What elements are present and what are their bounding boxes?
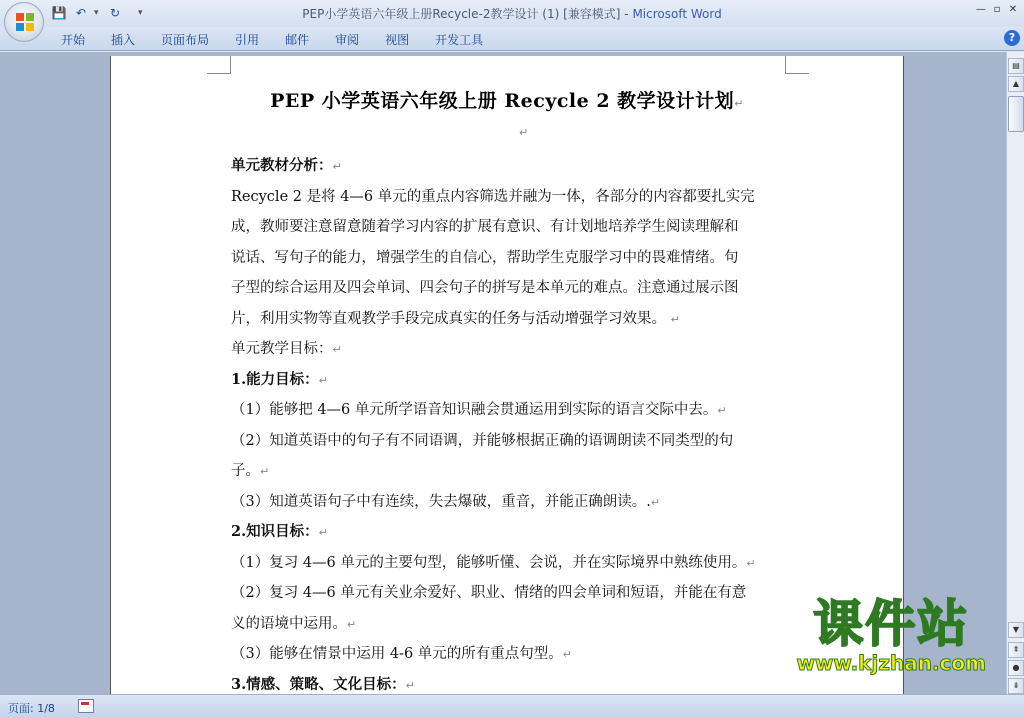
ribbon-tab-bar: [0, 27, 1024, 51]
undo-icon[interactable]: ↶: [75, 6, 87, 20]
document-line-text: 说话、写句子的能力，增强学生的自信心，帮助学生克服学习中的畏难情绪。句: [231, 249, 739, 266]
document-line: [231, 182, 791, 213]
document-line: [231, 243, 791, 274]
document-title-text: PEP 小学英语六年级上册 Recycle 2 教学设计计划: [270, 90, 735, 112]
paragraph-mark: ↵: [746, 556, 756, 570]
restore-icon[interactable]: ▫: [993, 3, 1001, 15]
document-line-text: （1）能够把 4—6 单元所学语音知识融会贯通运用到实际的语言交际中去。: [231, 402, 718, 418]
title-separator: -: [620, 7, 633, 21]
title-bar: [0, 0, 1024, 27]
document-line-text: 单元教材分析：: [231, 157, 333, 174]
paragraph-mark: ↵: [519, 126, 529, 139]
watermark-main: 课件站: [813, 595, 970, 653]
document-line-text: 子。: [231, 463, 260, 479]
document-line: [231, 334, 791, 365]
paragraph-mark: ↵: [318, 526, 328, 539]
document-body[interactable]: [231, 151, 791, 694]
undo-dropdown-icon[interactable]: ▾: [94, 8, 99, 18]
document-line-text: （3）能够在情景中运用 4-6 单元的所有重点句型。: [231, 646, 563, 662]
save-icon[interactable]: 💾: [51, 6, 67, 20]
document-line: [231, 304, 791, 335]
document-line-text: （2）知道英语中的句子有不同语调，并能够根据正确的语调朗读不同类型的句: [231, 432, 734, 449]
ruler-toggle-icon[interactable]: ▤: [1008, 58, 1024, 74]
tab-developer[interactable]: 开发工具: [435, 33, 484, 47]
crop-mark-right: [785, 56, 809, 74]
proofing-status-icon[interactable]: [78, 699, 94, 713]
document-line-text: 2.知识目标：: [231, 523, 319, 540]
tab-references[interactable]: 引用: [235, 33, 260, 47]
paragraph-mark: ↵: [332, 343, 342, 356]
paragraph-mark: ↵: [260, 465, 270, 478]
document-area[interactable]: [0, 52, 1006, 694]
tab-insert[interactable]: 插入: [111, 33, 136, 47]
document-line: [231, 212, 791, 243]
select-browse-object-icon[interactable]: ●: [1008, 660, 1024, 676]
status-bar: [0, 694, 1024, 718]
previous-page-icon[interactable]: ⇞: [1008, 642, 1024, 658]
document-line: [231, 548, 791, 579]
document-line: [231, 395, 791, 426]
document-line: [231, 578, 791, 609]
tab-view[interactable]: 视图: [385, 33, 410, 47]
document-line: [231, 456, 791, 487]
document-line-text: Recycle 2 是将 4—6 单元的重点内容筛选并融为一体，各部分的内容都要扎实完: [231, 188, 755, 205]
document-line-text: （1）复习 4—6 单元的主要句型，能够听懂、会说，并在实际境界中熟练使用。: [231, 554, 747, 571]
crop-mark-left: [207, 56, 231, 74]
app-name: Microsoft Word: [632, 7, 722, 21]
document-line: [231, 151, 791, 182]
document-line-text: 义的语境中运用。: [231, 615, 347, 632]
office-logo-icon: [15, 12, 35, 32]
document-line: [231, 426, 791, 457]
redo-icon[interactable]: ↻: [109, 6, 121, 20]
scroll-thumb[interactable]: [1008, 96, 1024, 132]
tab-review[interactable]: 审阅: [335, 33, 360, 47]
document-page[interactable]: [110, 56, 904, 694]
document-line-text: （3）知道英语句子中有连续，失去爆破，重音，并能正确朗读。.: [231, 493, 651, 510]
document-name: PEP小学英语六年级上册Recycle-2教学设计 (1) [兼容模式]: [302, 7, 621, 21]
document-line: [231, 365, 791, 396]
paragraph-mark: ↵: [670, 312, 680, 326]
tab-mailings[interactable]: 邮件: [285, 33, 310, 47]
paragraph-mark: ↵: [332, 160, 342, 173]
minimize-icon[interactable]: —: [976, 3, 986, 15]
document-line-text: 3.情感、策略、文化目标：: [231, 675, 406, 693]
office-button[interactable]: [4, 2, 44, 42]
paragraph-mark: ↵: [734, 97, 744, 110]
document-line-text: 子型的综合运用及四会单词、四会句子的拼写是本单元的难点。注意通过展示图: [231, 280, 739, 296]
document-line-text: 成，教师要注意留意随着学习内容的扩展有意识、有计划地培养学生阅读理解和: [231, 219, 739, 235]
tab-home[interactable]: 开始: [61, 33, 86, 47]
help-icon[interactable]: ?: [1004, 30, 1020, 46]
paragraph-mark: ↵: [347, 617, 357, 631]
document-line: [231, 670, 791, 695]
document-line-text: （2）复习 4—6 单元有关业余爱好、职业、情绪的四会单词和短语，并能在有意: [231, 585, 747, 601]
window-controls: [974, 2, 1020, 16]
document-line: [231, 609, 791, 640]
document-line: [231, 639, 791, 670]
paragraph-mark: ↵: [318, 373, 328, 387]
page-indicator[interactable]: 页面: 1/8: [8, 702, 55, 715]
paragraph-mark: ↵: [562, 648, 573, 661]
ribbon-tabs: [48, 31, 496, 49]
scroll-up-icon[interactable]: ▲: [1008, 76, 1024, 92]
next-page-icon[interactable]: ⇟: [1008, 678, 1024, 694]
paragraph-mark: ↵: [717, 404, 727, 417]
scroll-down-icon[interactable]: ▼: [1008, 622, 1024, 638]
paragraph-mark: ↵: [405, 678, 415, 692]
document-line-text: 片，利用实物等直观教学手段完成真实的任务与活动增强学习效果。: [231, 310, 671, 327]
document-line: [231, 517, 791, 548]
customize-qat-icon[interactable]: ▾: [138, 8, 143, 18]
close-icon[interactable]: ✕: [1008, 3, 1018, 15]
document-line-text: 1.能力目标：: [231, 370, 319, 388]
paragraph-mark: ↵: [650, 495, 661, 509]
window-title: [0, 5, 1024, 22]
document-line: [231, 487, 791, 518]
vertical-scrollbar[interactable]: [1006, 52, 1024, 694]
document-line-text: 单元教学目标：: [231, 341, 333, 357]
document-line: [231, 273, 791, 304]
watermark-url: www.kjzhan.com: [796, 651, 986, 675]
tab-page-layout[interactable]: 页面布局: [161, 33, 210, 47]
document-title: [111, 86, 903, 113]
watermark-logo: [796, 596, 986, 674]
